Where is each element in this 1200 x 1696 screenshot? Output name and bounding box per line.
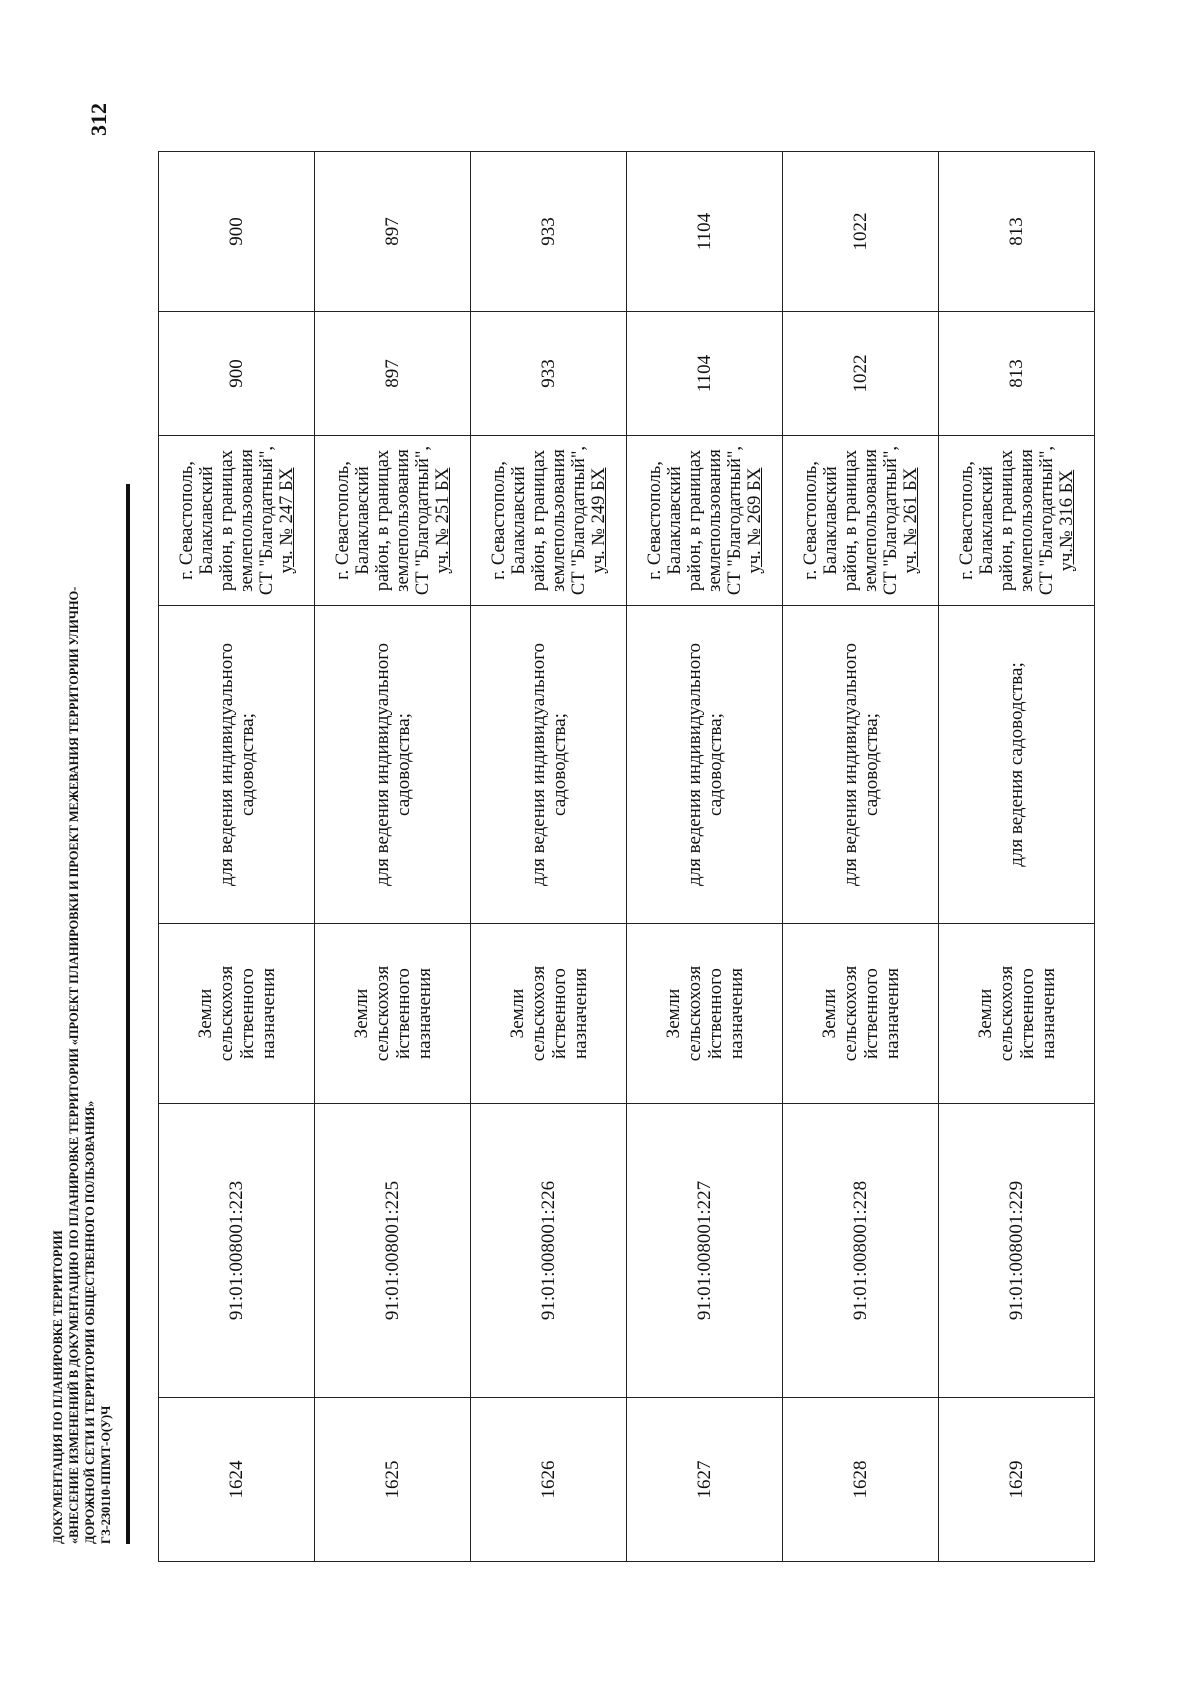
table-row [783, 152, 939, 1562]
permitted-use-cell-line: для ведения садоводства; [1006, 662, 1027, 867]
land-category-cell-line: назначения [413, 968, 435, 1060]
address-cell-line: район, в границах [684, 449, 705, 592]
address-cell [471, 436, 627, 606]
permitted-use-cell-line: садоводства; [860, 713, 882, 816]
permitted-use-cell-line: садоводства; [392, 713, 414, 816]
area-cell: 1104 [627, 152, 783, 312]
address-cell-line: землепользования [704, 449, 725, 592]
cadastral-number-cell: 91:01:008001:228 [783, 1104, 939, 1398]
permitted-use-cell-line: для ведения индивидуального [527, 642, 549, 887]
address-cell-line: уч.№ 316 БХ [1056, 469, 1077, 572]
address-cell-line: СТ "Благодатный", [880, 445, 901, 596]
land-category-cell [159, 924, 315, 1104]
land-category-cell-line: назначения [257, 968, 279, 1060]
land-category-cell-line: назначения [881, 968, 903, 1060]
table-row [315, 152, 471, 1562]
address-cell-line: г. Севастополь, [332, 461, 353, 580]
address-cell [315, 436, 471, 606]
address-cell-line: землепользования [392, 449, 413, 592]
land-category-cell-line: назначения [569, 968, 591, 1060]
header-line: ДОРОЖНОЙ СЕТИ И ТЕРРИТОРИИ ОБЩЕСТВЕННОГО ПОЛЬЗОВАНИЯ» [83, 1100, 97, 1544]
land-category-cell-line: йственного [860, 968, 882, 1059]
address-cell-line: уч. № 251 БХ [432, 467, 453, 574]
header-line: ДОКУМЕНТАЦИЯ ПО ПЛАНИРОВКЕ ТЕРРИТОРИИ [51, 1230, 65, 1544]
permitted-use-cell [315, 606, 471, 924]
area-cell: 900 [159, 152, 315, 312]
address-cell-line: г. Севастополь, [488, 461, 509, 580]
area-cell: 900 [159, 312, 315, 436]
address-cell-line: г. Севастополь, [956, 461, 977, 580]
address-cell [939, 436, 1095, 606]
table-row [627, 152, 783, 1562]
permitted-use-cell [159, 606, 315, 924]
address-cell-line: г. Севастополь, [800, 461, 821, 580]
address-cell-line: уч. № 249 БХ [588, 467, 609, 574]
row-number-cell: 1624 [159, 1398, 315, 1562]
permitted-use-cell-line: садоводства; [704, 713, 726, 816]
land-category-cell [939, 924, 1095, 1104]
land-category-cell-line: назначения [725, 968, 747, 1060]
permitted-use-cell-line: для ведения индивидуального [215, 642, 237, 887]
address-cell-line: Балаклавский [820, 466, 841, 575]
address-cell-line: СТ "Благодатный", [256, 445, 277, 596]
land-category-cell-line: сельскохозя [527, 965, 549, 1062]
address-cell [159, 436, 315, 606]
land-category-cell-line: Земли [506, 988, 528, 1039]
document-header [50, 294, 114, 1544]
address-cell-line: район, в границах [840, 449, 861, 592]
address-cell-line: СТ "Благодатный", [568, 445, 589, 596]
address-cell-line: землепользования [236, 449, 257, 592]
cadastral-number-cell: 91:01:008001:227 [627, 1104, 783, 1398]
header-divider [126, 484, 130, 1544]
land-category-cell [627, 924, 783, 1104]
address-cell-line: уч. № 269 БХ [744, 467, 765, 574]
header-line: ГЗ-230110-ППМТ-О(У)Ч [99, 1405, 113, 1544]
address-cell-line: землепользования [1016, 449, 1037, 592]
land-category-cell-line: Земли [350, 988, 372, 1039]
address-cell [783, 436, 939, 606]
land-category-cell [471, 924, 627, 1104]
area-cell: 897 [315, 152, 471, 312]
land-category-cell [783, 924, 939, 1104]
land-category-cell-line: йственного [704, 968, 726, 1059]
address-cell [627, 436, 783, 606]
table-row [159, 152, 315, 1562]
address-cell-line: уч. № 261 БХ [900, 467, 921, 574]
address-cell-line: район, в границах [528, 449, 549, 592]
cadastral-number-cell: 91:01:008001:226 [471, 1104, 627, 1398]
area-cell: 1022 [783, 312, 939, 436]
area-cell: 933 [471, 312, 627, 436]
row-number-cell: 1629 [939, 1398, 1095, 1562]
table-row [939, 152, 1095, 1562]
address-cell-line: Балаклавский [664, 466, 685, 575]
land-category-cell-line: сельскохозя [995, 965, 1017, 1062]
address-cell-line: Балаклавский [352, 466, 373, 575]
cadastral-number-cell: 91:01:008001:223 [159, 1104, 315, 1398]
land-category-cell-line: Земли [194, 988, 216, 1039]
land-category-cell-line: сельскохозя [683, 965, 705, 1062]
address-cell-line: СТ "Благодатный", [1036, 445, 1057, 596]
address-cell-line: СТ "Благодатный", [724, 445, 745, 596]
land-category-cell-line: сельскохозя [839, 965, 861, 1062]
cadastral-number-cell: 91:01:008001:229 [939, 1104, 1095, 1398]
permitted-use-cell-line: для ведения индивидуального [839, 642, 861, 887]
row-number-cell: 1627 [627, 1398, 783, 1562]
permitted-use-cell-line: для ведения индивидуального [683, 642, 705, 887]
land-category-cell-line: йственного [1016, 968, 1038, 1059]
land-category-cell-line: йственного [392, 968, 414, 1059]
address-cell-line: г. Севастополь, [176, 461, 197, 580]
land-category-cell-line: Земли [974, 988, 996, 1039]
address-cell-line: Балаклавский [196, 466, 217, 575]
area-cell: 813 [939, 152, 1095, 312]
area-cell: 897 [315, 312, 471, 436]
cadastral-number-cell: 91:01:008001:225 [315, 1104, 471, 1398]
address-cell-line: землепользования [548, 449, 569, 592]
land-category-cell [315, 924, 471, 1104]
permitted-use-cell [939, 606, 1095, 924]
area-cell: 1104 [627, 312, 783, 436]
address-cell-line: СТ "Благодатный", [412, 445, 433, 596]
land-category-cell-line: сельскохозя [215, 965, 237, 1062]
address-cell-line: землепользования [860, 449, 881, 592]
address-cell-line: Балаклавский [508, 466, 529, 575]
permitted-use-cell [627, 606, 783, 924]
land-plots-table [158, 151, 1095, 1562]
page-number: 312 [86, 103, 111, 136]
row-number-cell: 1626 [471, 1398, 627, 1562]
permitted-use-cell [471, 606, 627, 924]
address-cell-line: уч. № 247 БХ [276, 467, 297, 574]
land-category-cell-line: назначения [1037, 968, 1059, 1060]
row-number-cell: 1628 [783, 1398, 939, 1562]
permitted-use-cell-line: садоводства; [548, 713, 570, 816]
row-number-cell: 1625 [315, 1398, 471, 1562]
land-category-cell-line: Земли [818, 988, 840, 1039]
permitted-use-cell-line: для ведения индивидуального [371, 642, 393, 887]
header-line: «ВНЕСЕНИЕ ИЗМЕНЕНИЙ В ДОКУМЕНТАЦИЮ ПО ПЛАНИРОВКЕ ТЕРРИТОРИИ «ПРОЕКТ ПЛАНИРОВКИ И ПРОЕКТ МЕЖЕВАНИЯ ТЕРРИТОРИИ УЛИЧНО- [67, 586, 81, 1544]
table-row [471, 152, 627, 1562]
permitted-use-cell [783, 606, 939, 924]
address-cell-line: Балаклавский [976, 466, 997, 575]
address-cell-line: район, в границах [216, 449, 237, 592]
land-category-cell-line: йственного [236, 968, 258, 1059]
land-category-cell-line: сельскохозя [371, 965, 393, 1062]
area-cell: 1022 [783, 152, 939, 312]
area-cell: 813 [939, 312, 1095, 436]
address-cell-line: район, в границах [996, 449, 1017, 592]
address-cell-line: г. Севастополь, [644, 461, 665, 580]
land-category-cell-line: йственного [548, 968, 570, 1059]
address-cell-line: район, в границах [372, 449, 393, 592]
land-category-cell-line: Земли [662, 988, 684, 1039]
permitted-use-cell-line: садоводства; [236, 713, 258, 816]
area-cell: 933 [471, 152, 627, 312]
